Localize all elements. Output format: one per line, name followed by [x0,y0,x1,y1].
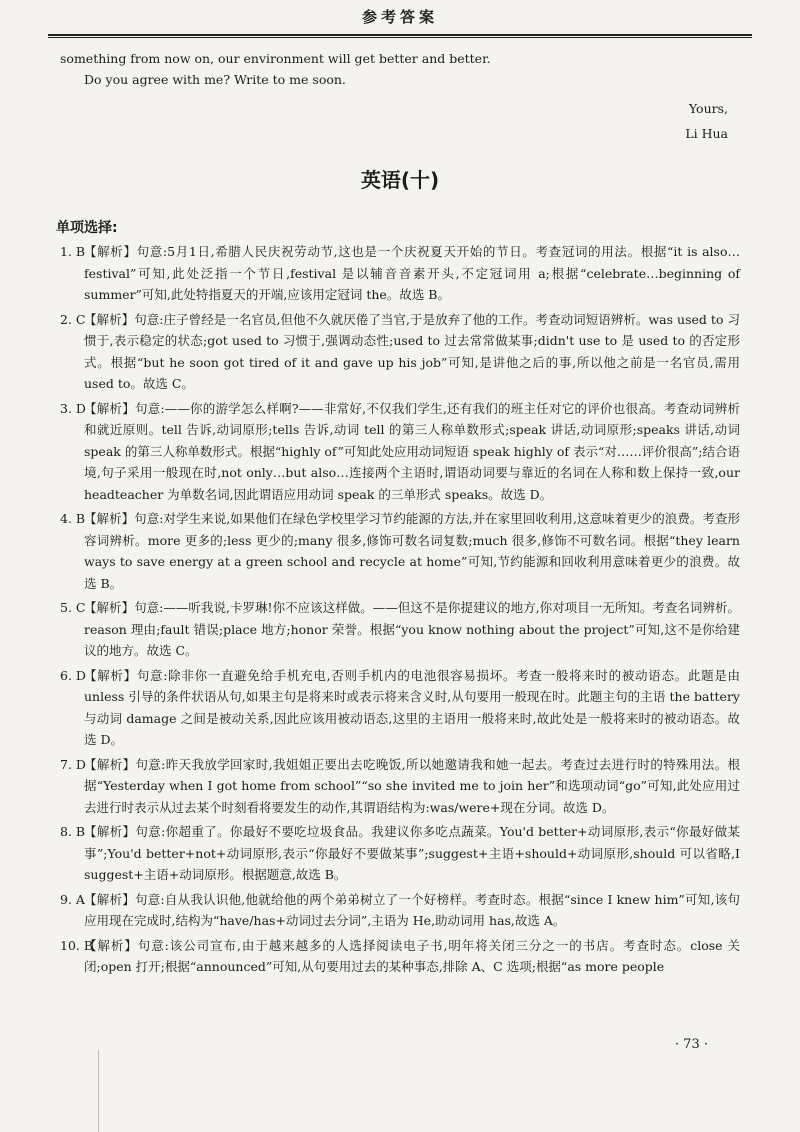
header-title: 参考答案 [361,8,438,26]
answer-item-1 [60,241,740,306]
answer-explanation: 【解析】句意:对学生来说,如果他们在绿色学校里学习节约能源的方法,并在家里回收利用,这意味着更少的浪费。考查形容词辨析。more 更多的;less 更少的;many 很多,修饰可数名词复数;much 很多,修饰不可数名词。根据“they learn ways to save energy at a green school and recycle at home”可知,节约能源和回收利用意味着更少的浪费。故选 B。 [84,511,740,591]
answer-explanation: 【解析】句意:昨天我放学回家时,我姐姐正要出去吃晚饭,所以她邀请我和她一起去。考查过去进行时的特殊用法。根据“Yesterday when I got home from school”“so she invited me to join her”和选项动词“go”可知,此处应用过去进行时表示从过去某个时刻看将要发生的动作,其谓语结构为:was/were+现在分词。故选 D。 [84,756,740,815]
answer-item-3 [60,398,740,506]
answer-explanation: 【解析】句意:除非你一直避免给手机充电,否则手机内的电池很容易损坏。考查一般将来时的被动语态。此题是由 unless 引导的条件状语从句,如果主句是将来时或表示将来含义时,从句要用一般现在时。此题主句的主语 the battery 与动词 damage 之间是被动关系,因此应该用被动语态,这里的主语用一般将来时,故此处是一般将来时的被动语态。故选 D。 [84,667,740,747]
answer-item-8 [60,821,740,886]
answer-explanation: 【解析】句意:自从我认识他,他就给他的两个弟弟树立了一个好榜样。考查时态。根据“since I knew him”可知,该句应用现在完成时,结构为“have/has+动词过去分词”,主语为 He,助动词用 has,故选 A。 [84,891,740,928]
binding-margin-line [98,1050,99,1132]
page-header [48,0,752,36]
section-subhead: 单项选择: [56,220,118,236]
answer-item-5 [60,597,740,662]
letter-closing: Yours, [688,101,728,116]
letter-line-1: something from now on, our environment will get better and better. [60,51,491,66]
section-title: 英语(十) [360,168,440,192]
answer-number: 4. B [60,511,86,526]
answer-number: 8. B [60,824,86,839]
answer-number: 9. A [60,891,85,907]
answer-list [60,241,740,978]
answer-item-4 [60,508,740,594]
answer-explanation: 【解析】句意:该公司宣布,由于越来越多的人选择阅读电子书,明年将关闭三分之一的书店。考查时态。close 关闭;open 打开;根据“announced”可知,从句要用过去的某种事态,排除 A、C 选项;根据“as more people [84,937,740,974]
answer-explanation: 【解析】句意:庄子曾经是一名官员,但他不久就厌倦了当官,于是放弃了他的工作。考查动词短语辨析。was used to 习惯于,表示稳定的状态;got used to 习惯于,强调动态性;used to 过去常常做某事;didn't use to 是 used to 的否定形式。根据“but he soon got tired of it and gave up his job”可知,是讲他之后的事,所以他之前是一名官员,需用 used to。故选 C。 [84,311,740,391]
page-number: · 73 · [674,1037,708,1052]
answer-number: 5. C [60,600,86,615]
letter-line-2: Do you agree with me? Write to me soon. [84,72,346,87]
answer-number: 6. D [60,667,86,683]
answer-number: 3. D [60,400,86,416]
answer-explanation: 【解析】句意:——你的游学怎么样啊?——非常好,不仅我们学生,还有我们的班主任对它的评价也很高。考查动词辨析和就近原则。tell 告诉,动词原形;tells 告诉,动词 tell 的第三人称单数形式;speak 讲话,动词原形;speaks 讲话,动词 speak 的第三人称单数形式。根据“highly of”可知此处应用动词短语 speak highly of 表示“对……评价很高”;结合语境,句子采用一般现在时,not only…but also…连接两个主语时,谓语动词要与靠近的名词在人称和数上保持一致,our headteacher 为单数名词,因此谓语应用动词 speak 的三单形式 speaks。故选 D。 [84,400,740,502]
answer-item-2 [60,309,740,395]
answer-item-9 [60,889,740,932]
answer-item-7 [60,754,740,819]
answer-item-10 [60,935,740,978]
answer-number: 2. C [60,311,86,327]
answer-number: 1. B [60,244,86,259]
answer-explanation: 【解析】句意:5月1日,希腊人民庆祝劳动节,这也是一个庆祝夏天开始的节日。考查冠词的用法。根据“it is also…festival”可知,此处泛指一个节日,festival 是以辅音音素开头,不定冠词用 a;根据“celebrate…beginning of summer”可知,此处特指夏天的开端,应该用定冠词 the。故选 B。 [84,244,740,302]
answer-explanation: 【解析】句意:你超重了。你最好不要吃垃圾食品。我建议你多吃点蔬菜。You'd better+动词原形,表示“你最好做某事”;You'd better+not+动词原形,表示“你最好不要做某事”;suggest+主语+should+动词原形,should 可以省略,I suggest+主语+动词原形。根据题意,故选 B。 [84,824,740,882]
answer-number: 7. D [60,756,86,772]
header-rule [48,37,752,38]
answer-item-6 [60,665,740,751]
page-content [56,48,740,981]
letter-signature: Li Hua [685,126,728,141]
answer-number: 10. B [60,937,94,953]
answer-explanation: 【解析】句意:——听我说,卡罗琳!你不应该这样做。——但这不是你提建议的地方,你对项目一无所知。考查名词辨析。reason 理由;fault 错误;place 地方;honor 荣誉。根据“you know nothing about the project”可知,这不是你给建议的地方。故选 C。 [84,600,740,658]
